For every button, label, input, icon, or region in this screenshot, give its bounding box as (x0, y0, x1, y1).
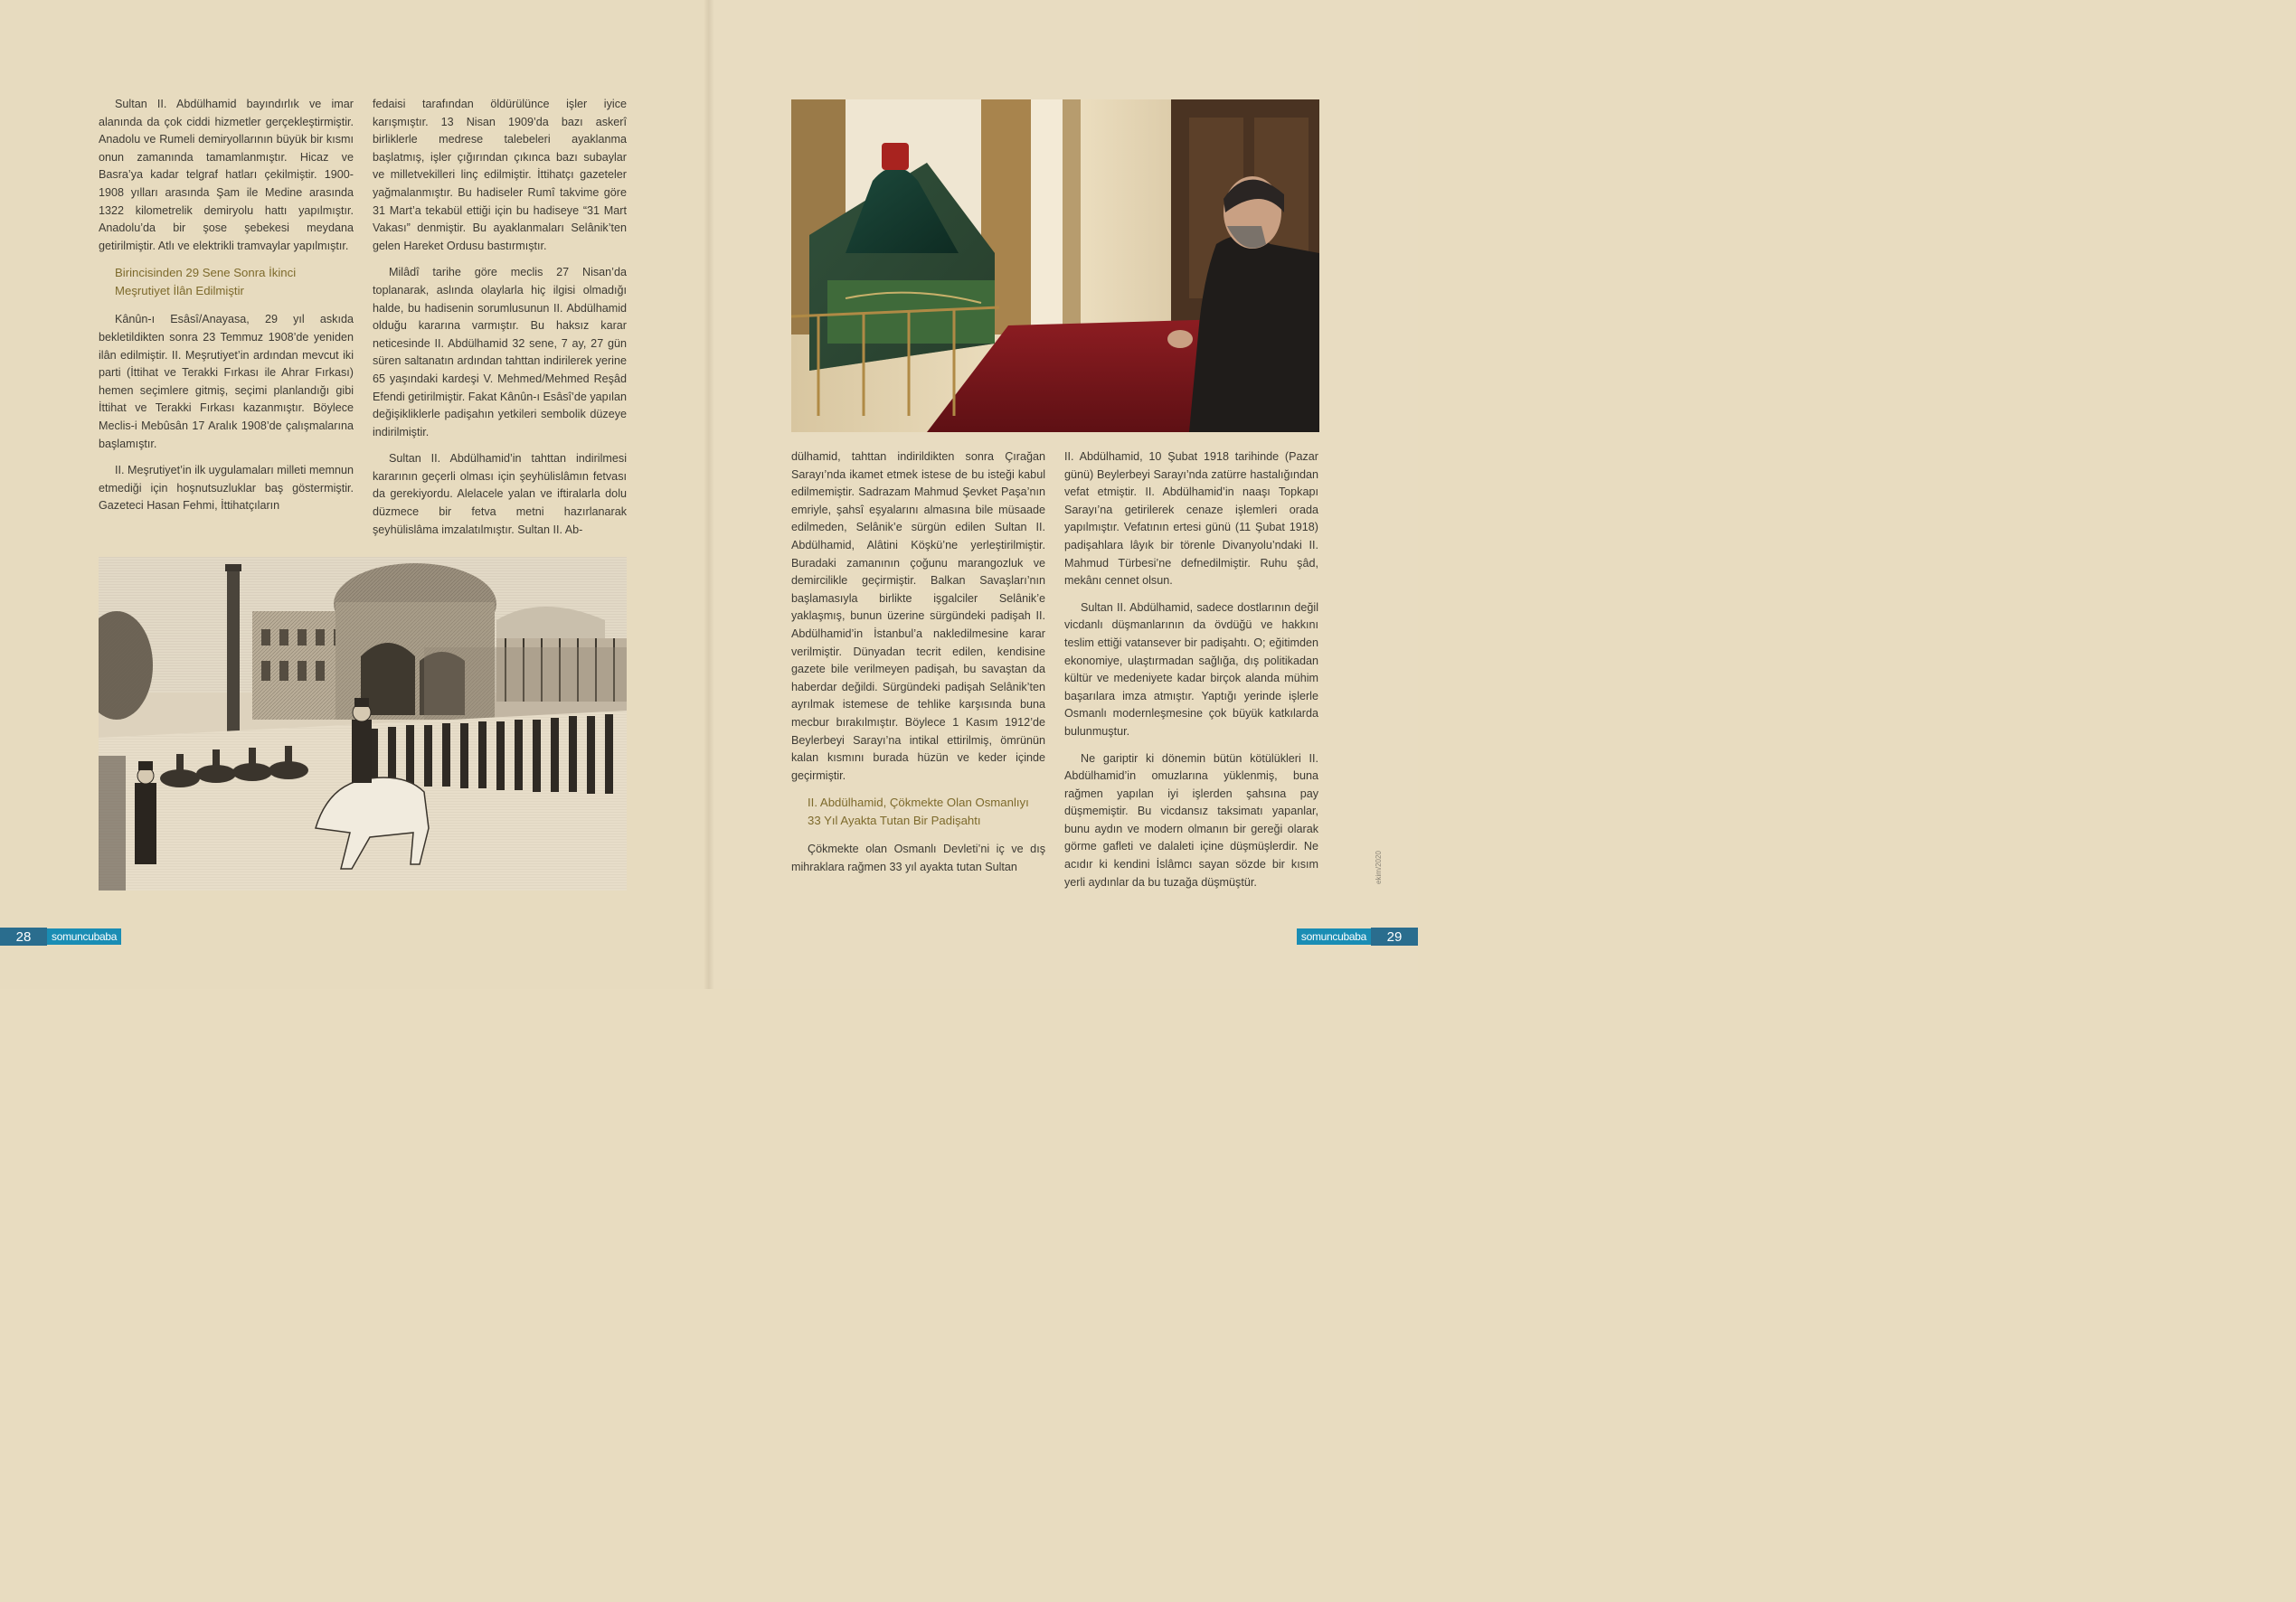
footer-right (1297, 928, 1418, 946)
brand-logo-left: somuncubaba (47, 928, 121, 945)
paragraph: Milâdî tarihe göre meclis 27 Nisan’da toplanarak, aslında olaylarla hiç ilgisi olmadığı halde, bu hadisenin sorumlusunun II. Abdülhamid olduğu kararına varmıştır. Bu haksız karar neticesinde II. Abdülhamid 32 sene, 7 ay, 27 gün süren saltanatın ardından tahttan indirilerek yerine 65 yaşındaki kardeşi V. Mehmed/Mehmed Reşâd Efendi getirilmiştir. Fakat Kânûn-ı Esâsî’de yapılan değişikliklerle padişahın yetkileri sembolik düzeye indirilmiştir. (373, 266, 627, 438)
page-number-left: 28 (0, 928, 47, 946)
tomb-photograph (791, 99, 1319, 432)
text-column-2 (373, 96, 627, 548)
magazine-spread (0, 0, 1418, 989)
paragraph: II. Meşrutiyet’in ilk uygulamaları milleti memnun etmediği için hoşnutsuzluklar baş göstermiştir. Gazeteci Hasan Fehmi, İttihatçıların (99, 464, 354, 513)
page-number-right: 29 (1371, 928, 1418, 946)
paragraph: Ne gariptir ki dönemin bütün kötülükleri II. Abdülhamid’in omuzlarına yüklenmiş, buna rağmen yapılan iyi işlerden şahsına pay düşmemiştir. Bu vicdansız taksimatı yapanlar, bunu aydın ve modern olmanın bir gereği olarak görme gafleti ve dalaleti içine düşmüşlerdir. Ne acıdır ki kendini İslâmcı sayan sözde bir kısım yerli aydınlar da bu tuzağa düşmüştür. (1064, 751, 1318, 889)
paragraph: fedaisi tarafından öldürülünce işler iyice karışmıştır. 13 Nisan 1909’da bazı askerî birliklerle medrese talebeleri ayaklanma başlatmış, işler çığırından çıkınca bazı subaylar ve milletvekilleri linç edilmiştir. İttihatçı gazeteler yağmalanmıştır. Bu hadiseler Rumî takvime göre 31 Mart’a tekabül ettiği için bu hadiseye “31 Mart Vakası” denmiştir. Bu ayaklanmaları Selânik’ten gelen Hareket Ordusu bastırmıştır. (373, 98, 627, 252)
paragraph: Sultan II. Abdülhamid’in tahttan indirilmesi kararının geçerli olması için şeyhülislâmın fetvası da gerekiyordu. Alelacele yalan ve iftiralarla dolu düzmece bir fetva metni hazırlanarak şeyhülislâma imzalatılmıştır. Sultan II. Ab- (373, 452, 627, 536)
text-column-1 (99, 96, 354, 524)
historical-engraving-illustration (99, 557, 627, 891)
paragraph: Çökmekte olan Osmanlı Devleti’ni iç ve dış mihraklara rağmen 33 yıl ayakta tutan Sultan (791, 843, 1045, 873)
paragraph: Sultan II. Abdülhamid bayındırlık ve imar alanında da çok ciddi hizmetler gerçekleştirmiştir. Anadolu ve Rumeli demiryollarının büyük bir kısmı onun zamanında tamamlanmıştır. Hicaz ve Basra’ya kadar telgraf hatları çekilmiştir. 1900-1908 yılları arasında Şam ile Medine arasında 1322 kilometrelik demiryolu hattı yapılmıştır. Anadolu’da bir şose şebekesi meydana getirilmiştir. Atlı ve elektrikli tramvaylar yapılmıştır. (99, 98, 354, 252)
issue-date-vertical: ekim/2020 (1375, 851, 1383, 884)
paragraph: II. Abdülhamid, 10 Şubat 1918 tarihinde (Pazar günü) Beylerbeyi Sarayı’nda zatürre hastalığından vefat etmiştir. II. Abdülhamid’in naaşı Topkapı Sarayı’na getirilerek cenaze işlemleri orada yapılmıştır. Vefatının ertesi günü (11 Şubat 1918) padişahlara lâyık bir törenle Divanyolu’ndaki II. Mahmud Türbesi’ne defnedilmiştir. Ruhu şâd, mekânı cennet olsun. (1064, 450, 1318, 588)
section-heading: Birincisinden 29 Sene Sonra İkinci Meşrutiyet İlân Edilmiştir (115, 266, 297, 298)
text-column-4 (1064, 448, 1318, 900)
paragraph: dülhamid, tahttan indirildikten sonra Çırağan Sarayı’nda ikamet etmek istese de bu isteği kabul edilmemiştir. Sadrazam Mahmud Şevket Paşa’nın emriyle, şahsî eşyalarını almasına bile müsaade edilmeden, Selânik’e sürgün edilen Sultan II. Abdülhamid, Alâtini Köşkü’ne yerleştirilmiştir. Buradaki zamanının çoğunu marangozluk ve demircilikle geçirmiştir. Balkan Savaşları’nın başlamasıyla birlikte işgalciler Selânik’e yaklaşmış, bunun üzerine sürgündeki padişah II. Abdülhamid’in İstanbul’a nakledilmesine karar verilmiştir. Dünyadan tecrit edilen, kendisine gazete bile verilmeyen padişah, bu savaştan da haberdar değildi. Sürgündeki padişah Selânik’ten ayrılmak istemese de tehlike karşısında buna mecbur bırakılmıştır. Böylece 1 Kasım 1912’de Beylerbeyi Sarayı’na intikal ettirilmiş, ömrünün kalan kısmını burada hüzün ve keder içinde geçirmiştir. (791, 450, 1045, 782)
paragraph: Sultan II. Abdülhamid, sadece dostlarının değil vicdanlı düşmanlarının da övdüğü ve hakkını teslim ettiği vatansever bir padişahtı. O; eğitimden ekonomiye, ulaştırmadan sağlığa, dış politikadan kültür ve medeniyete kadar birçok alanda mühim başarılara imza atmıştır. Yaptığı yerinde işlerle Osmanlı modernleşmesine çok büyük katkılarda bulunmuştur. (1064, 600, 1318, 738)
footer-left (0, 928, 121, 946)
section-heading: II. Abdülhamid, Çökmekte Olan Osmanlıyı 33 Yıl Ayakta Tutan Bir Padişahtı (808, 796, 1029, 828)
paragraph: Kânûn-ı Esâsî/Anayasa, 29 yıl askıda bekletildikten sonra 23 Temmuz 1908’de yeniden ilân edilmiştir. II. Meşrutiyet’in ardından mevcut iki parti (İttihat ve Terakki Fırkası ile Ahrar Fırkası) hemen seçimlere gitmiş, seçimi planlandığı gibi İttihat ve Terakki Fırkası kazanmıştır. Böylece Meclis-i Mebûsân 17 Aralık 1908’de çalışmalarına başlamıştır. (99, 313, 354, 450)
text-column-3 (791, 448, 1045, 885)
brand-logo-right: somuncubaba (1297, 928, 1371, 945)
page-gutter (704, 0, 714, 989)
